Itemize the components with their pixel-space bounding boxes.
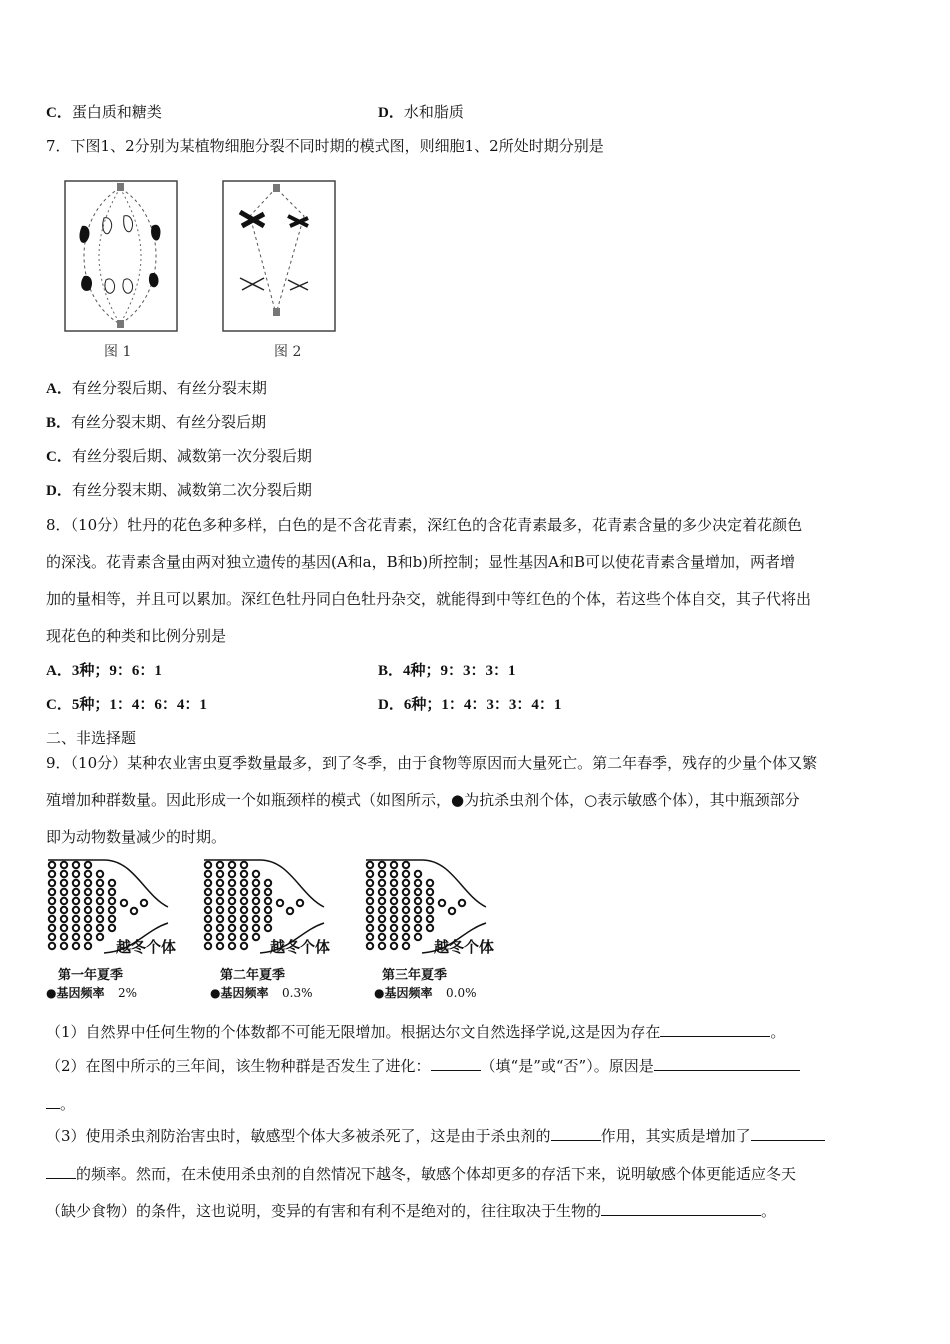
q8-option-b bbox=[378, 660, 516, 681]
individual-dot bbox=[379, 871, 385, 877]
individual-dot bbox=[217, 934, 223, 940]
individual-dot bbox=[49, 880, 55, 886]
individual-dot bbox=[49, 943, 55, 949]
individual-dot bbox=[217, 907, 223, 913]
individual-dot bbox=[97, 907, 103, 913]
option-text: 5种；1：4：6：4：1 bbox=[71, 697, 207, 713]
q6-option-c bbox=[46, 102, 162, 123]
option-text: 水和脂质 bbox=[403, 103, 464, 121]
individual-dot bbox=[97, 925, 103, 931]
individual-dot bbox=[61, 907, 67, 913]
individual-dot bbox=[403, 898, 409, 904]
q9-sub3-line-1 bbox=[46, 1126, 825, 1146]
sub2-end: 。 bbox=[60, 1095, 76, 1113]
sub1-text: （1）自然界中任何生物的个体数都不可能无限增加。根据达尔文自然选择学说,这是因为存在 bbox=[46, 1023, 661, 1041]
bottleneck-figure-1 bbox=[44, 855, 194, 1005]
q8-line-4: 现花色的种类和比例分别是 bbox=[46, 627, 227, 645]
individual-dot bbox=[403, 934, 409, 940]
individual-dot bbox=[205, 898, 211, 904]
option-letter: D． bbox=[378, 697, 404, 713]
individual-dot bbox=[49, 862, 55, 868]
q9-sub1 bbox=[46, 1022, 785, 1042]
cell-figure-2 bbox=[218, 176, 342, 362]
individual-dot bbox=[205, 907, 211, 913]
individual-dot bbox=[85, 943, 91, 949]
q7-option-a bbox=[46, 378, 267, 399]
individual-dot bbox=[367, 907, 373, 913]
option-text: 有丝分裂后期、减数第一次分裂后期 bbox=[71, 447, 312, 465]
individual-dot bbox=[367, 889, 373, 895]
individual-dot bbox=[391, 925, 397, 931]
individual-dot bbox=[229, 907, 235, 913]
individual-dot bbox=[49, 907, 55, 913]
season-label: 第一年夏季 bbox=[58, 968, 124, 983]
individual-dot bbox=[205, 889, 211, 895]
individual-dot bbox=[217, 880, 223, 886]
individual-dot bbox=[85, 925, 91, 931]
individual-dot bbox=[403, 916, 409, 922]
individual-dot bbox=[427, 907, 433, 913]
freq-value: 0.3% bbox=[282, 986, 313, 1000]
individual-dot bbox=[367, 925, 373, 931]
q9-sub3-line-3 bbox=[46, 1201, 776, 1221]
individual-dot bbox=[61, 880, 67, 886]
individual-dot bbox=[205, 934, 211, 940]
individual-dot bbox=[73, 934, 79, 940]
individual-dot bbox=[97, 934, 103, 940]
individual-dot bbox=[241, 862, 247, 868]
option-letter: B． bbox=[46, 415, 72, 431]
individual-dot bbox=[205, 871, 211, 877]
individual-dot bbox=[217, 889, 223, 895]
individual-dot bbox=[265, 880, 271, 886]
answer-blank[interactable] bbox=[551, 1126, 601, 1141]
q6-option-d bbox=[378, 102, 464, 123]
individual-dot bbox=[379, 907, 385, 913]
individual-dot bbox=[229, 943, 235, 949]
sub3-text3: （缺少食物）的条件，这也说明，变异的有害和有利不是绝对的，往往取决于生物的 bbox=[46, 1202, 602, 1220]
option-letter: A． bbox=[46, 381, 72, 397]
individual-dot bbox=[229, 862, 235, 868]
individual-dot bbox=[265, 925, 271, 931]
individual-dot bbox=[415, 889, 421, 895]
individual-dot bbox=[379, 880, 385, 886]
individual-dot bbox=[85, 898, 91, 904]
option-text: 6种；1：4：3：3：4：1 bbox=[403, 697, 562, 713]
bottleneck-diagram bbox=[200, 855, 350, 1005]
individual-dot bbox=[379, 898, 385, 904]
individual-dot bbox=[241, 925, 247, 931]
option-letter: C． bbox=[46, 105, 72, 121]
individual-dot bbox=[379, 934, 385, 940]
individual-dot bbox=[277, 900, 283, 906]
option-letter: A． bbox=[46, 663, 72, 679]
individual-dot bbox=[85, 871, 91, 877]
individual-dot bbox=[229, 871, 235, 877]
answer-blank[interactable] bbox=[660, 1022, 770, 1037]
individual-dot bbox=[97, 880, 103, 886]
individual-dot bbox=[265, 898, 271, 904]
individual-dot bbox=[439, 900, 445, 906]
individual-dot bbox=[61, 898, 67, 904]
individual-dot bbox=[391, 898, 397, 904]
individual-dot bbox=[217, 871, 223, 877]
individual-dot bbox=[85, 907, 91, 913]
option-text: 有丝分裂末期、有丝分裂后期 bbox=[71, 413, 267, 431]
individual-dot bbox=[49, 898, 55, 904]
individual-dot bbox=[379, 916, 385, 922]
individual-dot bbox=[85, 862, 91, 868]
individual-dot bbox=[73, 889, 79, 895]
individual-dot bbox=[391, 889, 397, 895]
individual-dot bbox=[253, 871, 259, 877]
cell-figure-1 bbox=[62, 176, 184, 362]
option-letter: B． bbox=[378, 663, 404, 679]
answer-blank[interactable] bbox=[431, 1056, 481, 1071]
individual-dot bbox=[427, 880, 433, 886]
q7-option-d bbox=[46, 480, 312, 501]
freq-label: ●基因频率 bbox=[46, 986, 105, 1000]
individual-dot bbox=[241, 943, 247, 949]
individual-dot bbox=[229, 880, 235, 886]
individual-dot bbox=[367, 943, 373, 949]
individual-dot bbox=[73, 871, 79, 877]
individual-dot bbox=[229, 916, 235, 922]
q8-option-d bbox=[378, 694, 561, 715]
individual-dot bbox=[427, 916, 433, 922]
individual-dot bbox=[73, 862, 79, 868]
individual-dot bbox=[265, 916, 271, 922]
individual-dot bbox=[229, 934, 235, 940]
season-label: 第三年夏季 bbox=[382, 968, 448, 983]
individual-dot bbox=[229, 898, 235, 904]
individual-dot bbox=[403, 925, 409, 931]
individual-dot bbox=[241, 889, 247, 895]
freq-value: 0.0% bbox=[446, 986, 477, 1000]
individual-dot bbox=[391, 880, 397, 886]
individual-dot bbox=[427, 898, 433, 904]
individual-dot bbox=[85, 880, 91, 886]
individual-dot bbox=[403, 943, 409, 949]
individual-dot bbox=[415, 898, 421, 904]
q7-option-c bbox=[46, 446, 312, 467]
option-text: 有丝分裂后期、有丝分裂末期 bbox=[71, 379, 267, 397]
individual-dot bbox=[403, 880, 409, 886]
individual-dot bbox=[61, 916, 67, 922]
sub3-text1: （3）使用杀虫剂防治害虫时，敏感型个体大多被杀死了，这是由于杀虫剂的 bbox=[46, 1127, 551, 1145]
individual-dot bbox=[229, 925, 235, 931]
individual-dot bbox=[73, 898, 79, 904]
individual-dot bbox=[367, 916, 373, 922]
option-letter: D． bbox=[46, 483, 72, 499]
individual-dot bbox=[73, 907, 79, 913]
individual-dot bbox=[367, 898, 373, 904]
individual-dot bbox=[121, 900, 127, 906]
individual-dot bbox=[379, 889, 385, 895]
bottleneck-diagram bbox=[44, 855, 194, 1005]
individual-dot bbox=[253, 898, 259, 904]
individual-dot bbox=[459, 900, 465, 906]
individual-dot bbox=[61, 862, 67, 868]
individual-dot bbox=[367, 880, 373, 886]
option-letter: D． bbox=[378, 105, 404, 121]
individual-dot bbox=[49, 871, 55, 877]
individual-dot bbox=[73, 943, 79, 949]
individual-dot bbox=[391, 862, 397, 868]
cell-anaphase-diagram bbox=[62, 176, 184, 362]
option-letter: C． bbox=[46, 449, 72, 465]
q7-option-b bbox=[46, 412, 266, 433]
individual-dot bbox=[391, 934, 397, 940]
individual-dot bbox=[379, 943, 385, 949]
individual-dot bbox=[61, 889, 67, 895]
individual-dot bbox=[217, 916, 223, 922]
individual-dot bbox=[97, 916, 103, 922]
individual-dot bbox=[109, 898, 115, 904]
individual-dot bbox=[61, 871, 67, 877]
individual-dot bbox=[61, 943, 67, 949]
individual-dot bbox=[217, 943, 223, 949]
q8-line-1: 8．（10分）牡丹的花色多种多样，白色的是不含花青素，深红色的含花青素最多，花青素含量的多少决定着花颜色 bbox=[46, 516, 803, 534]
individual-dot bbox=[97, 898, 103, 904]
option-text: 3种；9：6：1 bbox=[71, 663, 162, 679]
individual-dot bbox=[85, 889, 91, 895]
individual-dot bbox=[73, 916, 79, 922]
individual-dot bbox=[109, 916, 115, 922]
q9-line-1: 9．（10分）某种农业害虫夏季数量最多，到了冬季，由于食物等原因而大量死亡。第二年春季，残存的少量个体又繁 bbox=[46, 754, 818, 772]
individual-dot bbox=[73, 925, 79, 931]
individual-dot bbox=[241, 907, 247, 913]
individual-dot bbox=[415, 880, 421, 886]
winter-label: 越冬个体 bbox=[434, 938, 495, 956]
answer-blank[interactable] bbox=[601, 1201, 761, 1216]
cell-anaphase-diagram-2 bbox=[218, 176, 342, 362]
answer-blank[interactable] bbox=[46, 1094, 60, 1109]
answer-blank[interactable] bbox=[751, 1126, 825, 1141]
sub3-mid1: 作用，其实质是增加了 bbox=[600, 1127, 751, 1145]
individual-dot bbox=[205, 925, 211, 931]
individual-dot bbox=[73, 880, 79, 886]
q9-line-3: 即为动物数量减少的时期。 bbox=[46, 828, 227, 846]
individual-dot bbox=[253, 907, 259, 913]
individual-dot bbox=[415, 871, 421, 877]
individual-dot bbox=[391, 907, 397, 913]
individual-dot bbox=[241, 934, 247, 940]
answer-blank[interactable] bbox=[46, 1164, 76, 1179]
individual-dot bbox=[85, 916, 91, 922]
individual-dot bbox=[297, 900, 303, 906]
sub2-mid: （填“是”或“否”）。原因是 bbox=[480, 1057, 654, 1075]
individual-dot bbox=[379, 925, 385, 931]
bottleneck-figure-2 bbox=[200, 855, 350, 1005]
freq-value: 2% bbox=[118, 986, 138, 1000]
freq-label: ●基因频率 bbox=[210, 986, 269, 1000]
answer-blank[interactable] bbox=[654, 1056, 800, 1071]
individual-dot bbox=[391, 871, 397, 877]
individual-dot bbox=[217, 925, 223, 931]
individual-dot bbox=[253, 916, 259, 922]
individual-dot bbox=[367, 862, 373, 868]
individual-dot bbox=[241, 871, 247, 877]
individual-dot bbox=[205, 880, 211, 886]
individual-dot bbox=[205, 916, 211, 922]
individual-dot bbox=[49, 889, 55, 895]
q9-sub2-cont bbox=[46, 1094, 75, 1114]
individual-dot bbox=[253, 925, 259, 931]
individual-dot bbox=[205, 862, 211, 868]
option-text: 蛋白质和糖类 bbox=[71, 103, 162, 121]
individual-dot bbox=[367, 871, 373, 877]
q8-option-c bbox=[46, 694, 207, 715]
individual-dot bbox=[415, 907, 421, 913]
q9-line-2: 殖增加种群数量。因此形成一个如瓶颈样的模式（如图所示，●为抗杀虫剂个体，○表示敏感个体），其中瓶颈部分 bbox=[46, 791, 800, 809]
bottleneck-figure-3 bbox=[362, 855, 512, 1005]
individual-dot bbox=[403, 871, 409, 877]
individual-dot bbox=[61, 934, 67, 940]
winter-label: 越冬个体 bbox=[116, 938, 177, 956]
individual-dot bbox=[241, 898, 247, 904]
q9-sub3-line-2 bbox=[46, 1164, 796, 1184]
individual-dot bbox=[141, 900, 147, 906]
individual-dot bbox=[379, 862, 385, 868]
individual-dot bbox=[109, 889, 115, 895]
individual-dot bbox=[49, 916, 55, 922]
option-text: 有丝分裂末期、减数第二次分裂后期 bbox=[71, 481, 312, 499]
individual-dot bbox=[449, 908, 455, 914]
individual-dot bbox=[61, 925, 67, 931]
fig2-label: 图 2 bbox=[274, 344, 302, 360]
q8-option-a bbox=[46, 660, 162, 681]
winter-label: 越冬个体 bbox=[270, 938, 331, 956]
individual-dot bbox=[403, 862, 409, 868]
individual-dot bbox=[97, 871, 103, 877]
season-label: 第二年夏季 bbox=[220, 968, 286, 983]
individual-dot bbox=[287, 908, 293, 914]
individual-dot bbox=[241, 880, 247, 886]
individual-dot bbox=[427, 889, 433, 895]
sub3-end: 。 bbox=[761, 1202, 777, 1220]
individual-dot bbox=[49, 934, 55, 940]
individual-dot bbox=[427, 925, 433, 931]
individual-dot bbox=[415, 916, 421, 922]
freq-label: ●基因频率 bbox=[374, 986, 433, 1000]
option-letter: C． bbox=[46, 697, 72, 713]
q9-sub2 bbox=[46, 1056, 800, 1076]
individual-dot bbox=[265, 889, 271, 895]
individual-dot bbox=[85, 934, 91, 940]
section-heading: 二、非选择题 bbox=[46, 729, 137, 747]
individual-dot bbox=[229, 889, 235, 895]
individual-dot bbox=[415, 925, 421, 931]
individual-dot bbox=[391, 943, 397, 949]
individual-dot bbox=[253, 934, 259, 940]
individual-dot bbox=[49, 925, 55, 931]
individual-dot bbox=[253, 880, 259, 886]
individual-dot bbox=[241, 916, 247, 922]
individual-dot bbox=[403, 889, 409, 895]
sub3-text2: 的频率。然而，在未使用杀虫剂的自然情况下越冬，敏感个体却更多的存活下来，说明敏感个体更能适应冬天 bbox=[76, 1165, 797, 1183]
individual-dot bbox=[109, 907, 115, 913]
individual-dot bbox=[205, 943, 211, 949]
individual-dot bbox=[391, 916, 397, 922]
individual-dot bbox=[109, 925, 115, 931]
fig1-label: 图 1 bbox=[104, 344, 132, 360]
individual-dot bbox=[109, 880, 115, 886]
bottleneck-diagram bbox=[362, 855, 512, 1005]
individual-dot bbox=[131, 908, 137, 914]
individual-dot bbox=[97, 889, 103, 895]
sub2-text: （2）在图中所示的三年间，该生物种群是否发生了进化： bbox=[46, 1057, 431, 1075]
option-text: 4种；9：3：3：1 bbox=[403, 663, 516, 679]
individual-dot bbox=[253, 889, 259, 895]
individual-dot bbox=[415, 934, 421, 940]
individual-dot bbox=[367, 934, 373, 940]
q8-line-3: 加的量相等，并且可以累加。深红色牡丹同白色牡丹杂交，就能得到中等红色的个体，若这些个体自交，其子代将出 bbox=[46, 590, 812, 608]
sub1-end: 。 bbox=[770, 1023, 786, 1041]
individual-dot bbox=[217, 898, 223, 904]
individual-dot bbox=[265, 907, 271, 913]
individual-dot bbox=[217, 862, 223, 868]
q8-line-2: 的深浅。花青素含量由两对独立遗传的基因(A和a，B和b)所控制；显性基因A和B可以使花青素含量增加，两者增 bbox=[46, 553, 795, 571]
q7-stem: 7．下图1、2分别为某植物细胞分裂不同时期的模式图，则细胞1、2所处时期分别是 bbox=[46, 137, 604, 155]
individual-dot bbox=[403, 907, 409, 913]
